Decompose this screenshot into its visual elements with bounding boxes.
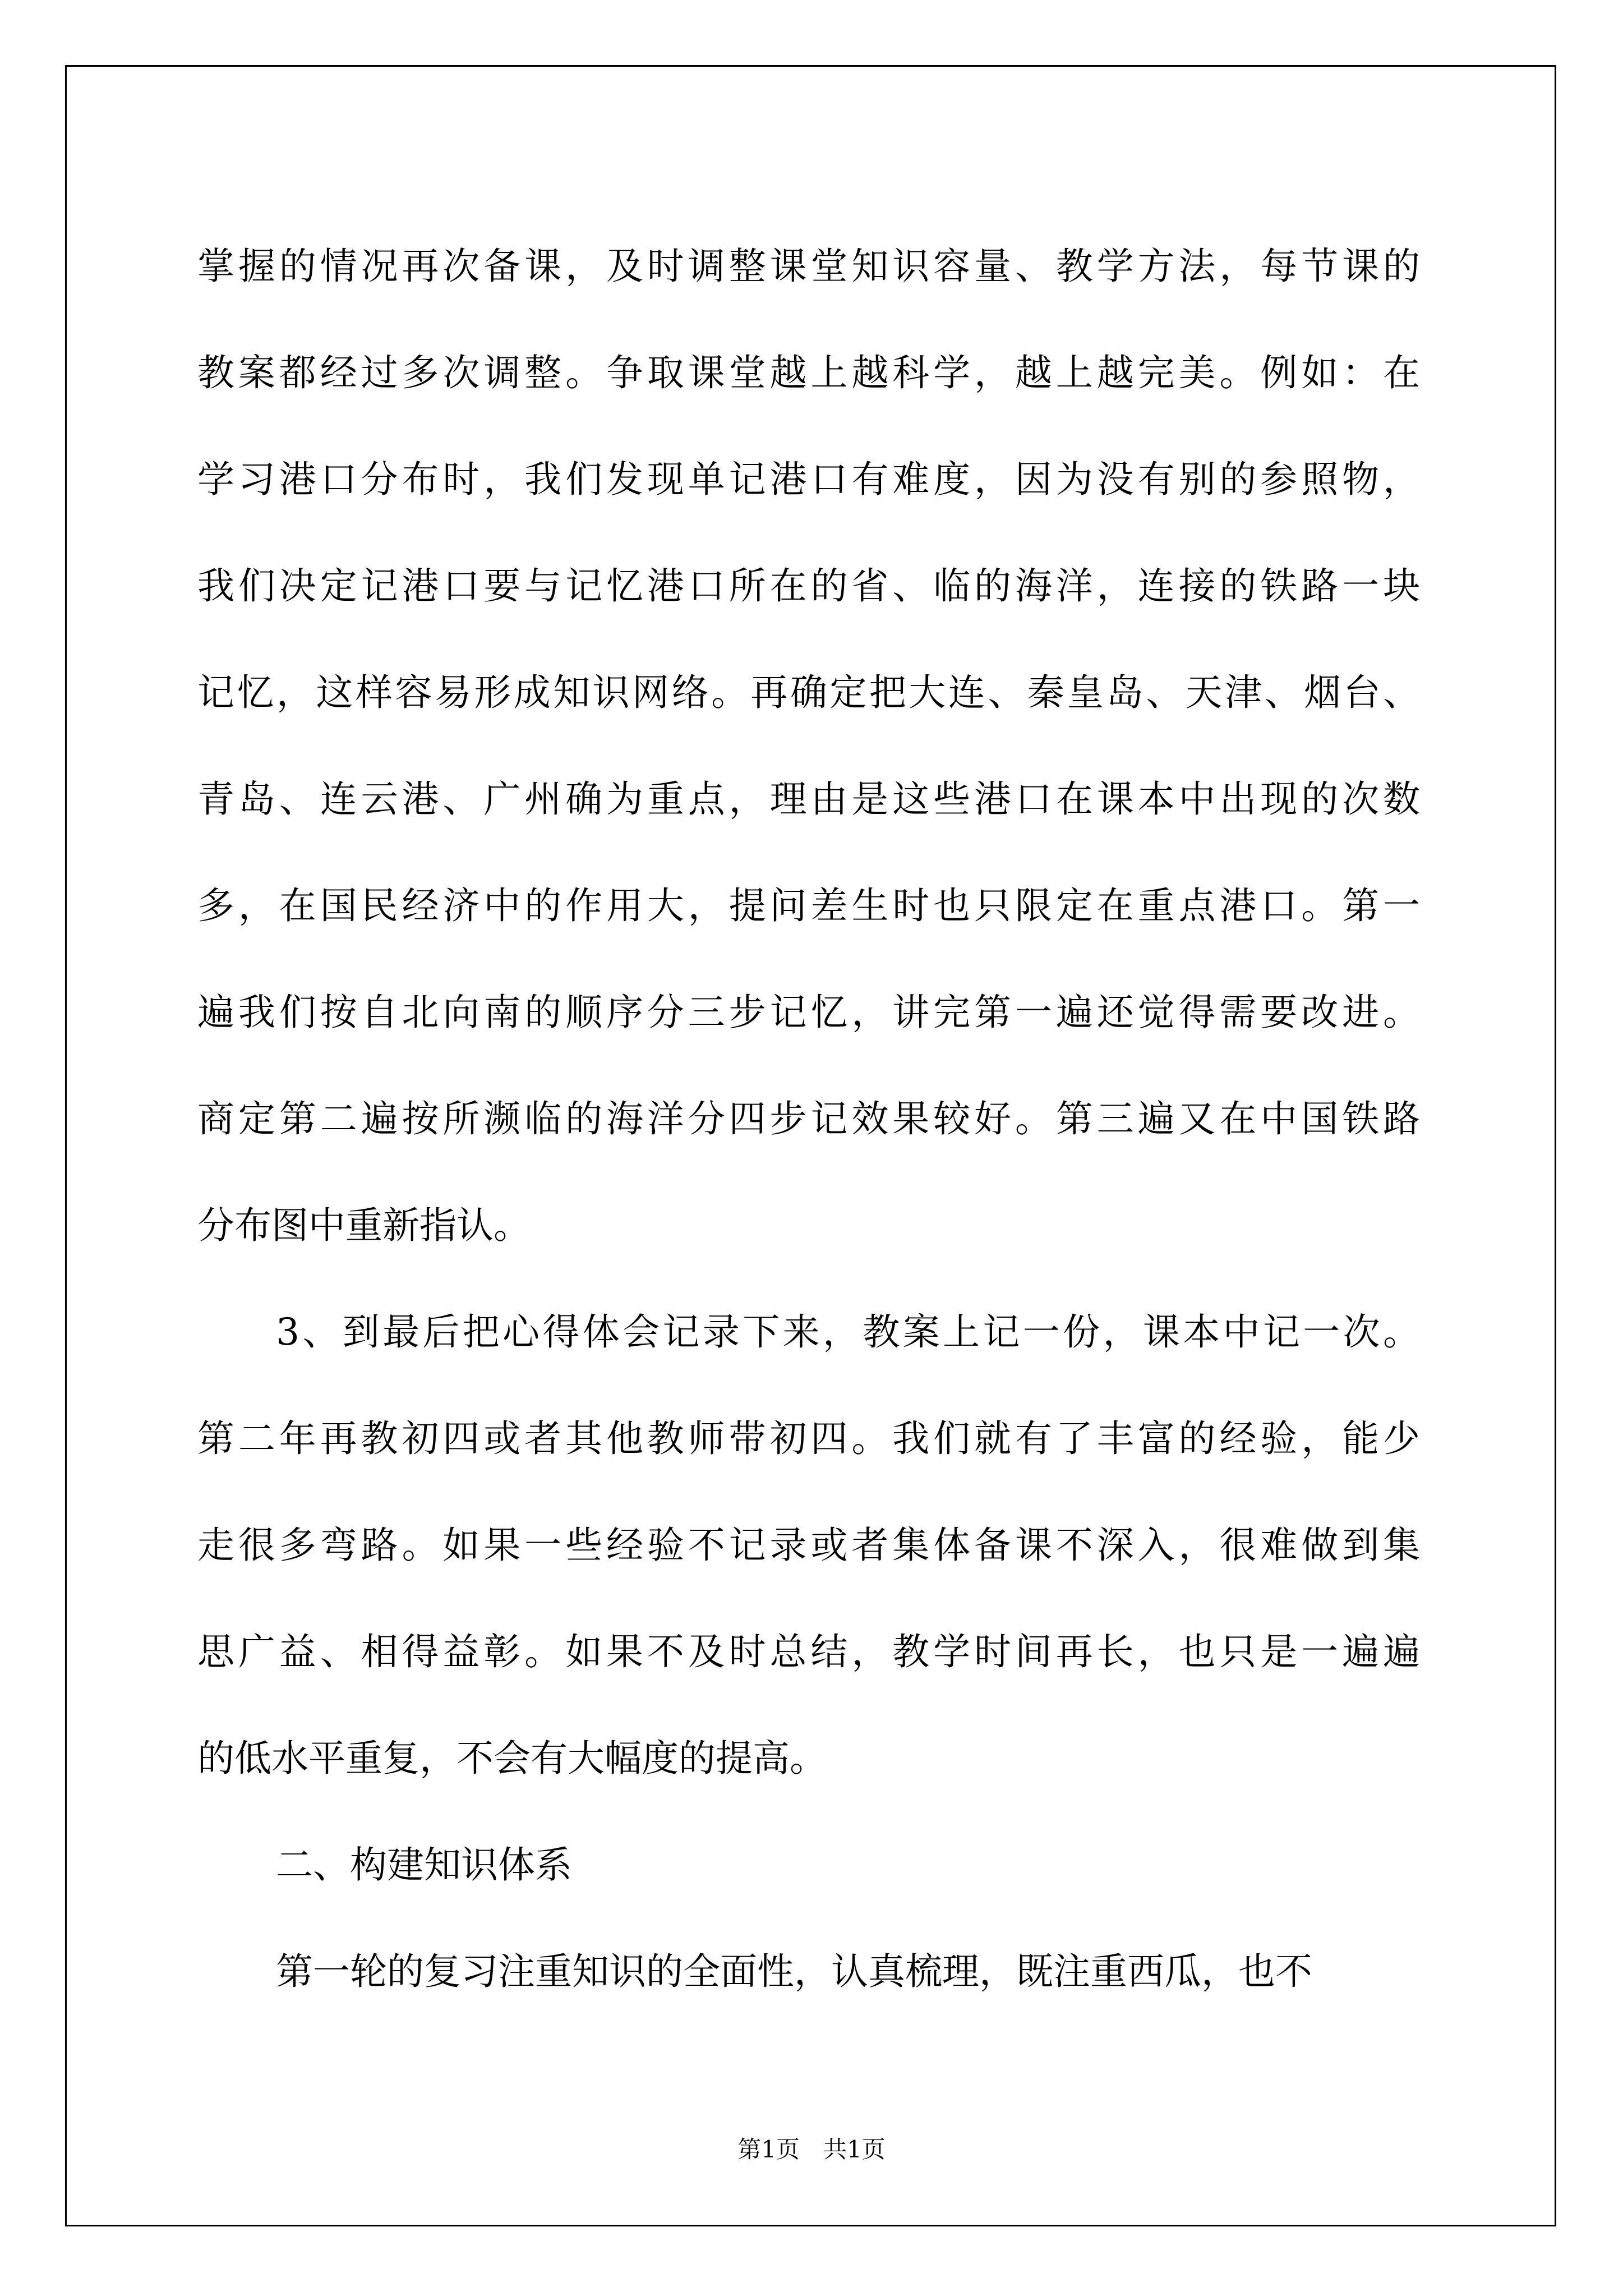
- paragraph-line: 3、到最后把心得体会记录下来，教案上记一份，课本中记一次。: [276, 1310, 1420, 1354]
- paragraph-line: 分布图中重新指认。: [197, 1204, 531, 1247]
- paragraph-line: 教案都经过多次调整。争取课堂越上越科学，越上越完美。例如：在: [197, 351, 1420, 394]
- paragraph-line: 第一轮的复习注重知识的全面性，认真梳理，既注重西瓜，也不: [276, 1950, 1312, 1993]
- paragraph-line: 多，在国民经济中的作用大，提问差生时也只限定在重点港口。第一: [197, 884, 1420, 927]
- paragraph-line: 商定第二遍按所濒临的海洋分四步记效果较好。第三遍又在中国铁路: [197, 1097, 1420, 1140]
- paragraph-line: 记忆，这样容易形成知识网络。再确定把大连、秦皇岛、天津、烟台、: [197, 671, 1420, 714]
- paragraph-line: 学习港口分布时，我们发现单记港口有难度，因为没有别的参照物，: [197, 458, 1420, 501]
- section-heading: 二、构建知识体系: [276, 1843, 572, 1887]
- document-body: [197, 213, 1420, 2025]
- paragraph-line: 思广益、相得益彰。如果不及时总结，教学时间再长，也只是一遍遍: [197, 1630, 1420, 1673]
- paragraph-line: 青岛、连云港、广州确为重点，理由是这些港口在课本中出现的次数: [197, 777, 1420, 821]
- paragraph-line: 第二年再教初四或者其他教师带初四。我们就有了丰富的经验，能少: [197, 1417, 1420, 1460]
- paragraph-line: 的低水平重复，不会有大幅度的提高。: [197, 1737, 827, 1780]
- paragraph-line: 我们决定记港口要与记忆港口所在的省、临的海洋，连接的铁路一块: [197, 564, 1420, 608]
- page-footer: 第1页 共1页: [737, 2136, 886, 2163]
- paragraph-line: 遍我们按自北向南的顺序分三步记忆，讲完第一遍还觉得需要改进。: [197, 991, 1420, 1034]
- paragraph-line: 走很多弯路。如果一些经验不记录或者集体备课不深入，很难做到集: [197, 1524, 1420, 1567]
- paragraph-line: 掌握的情况再次备课，及时调整课堂知识容量、教学方法，每节课的: [197, 245, 1420, 288]
